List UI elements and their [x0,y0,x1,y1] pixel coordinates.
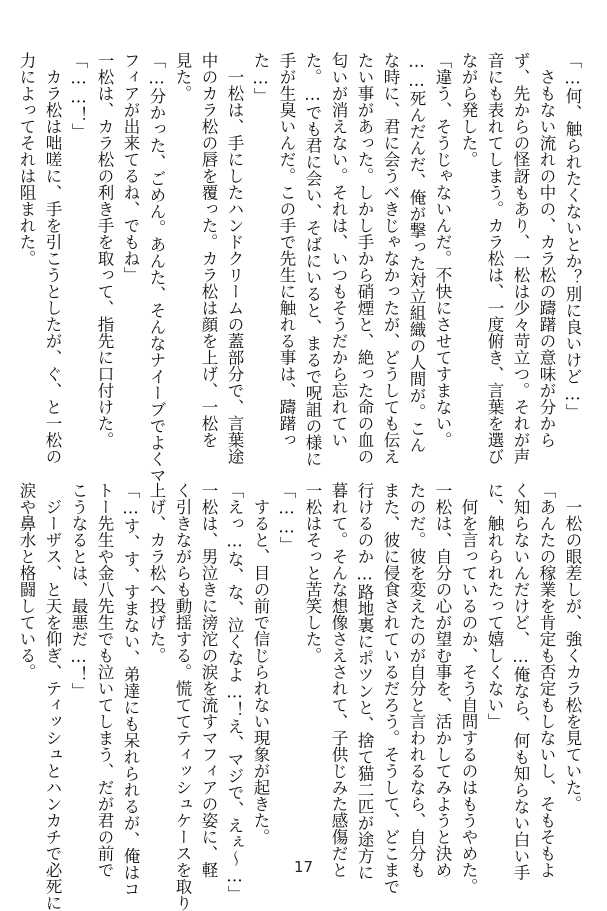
text-line: 一松は、手にしたハンドクリームの蓋部分で、言葉途 [225,52,244,465]
text-block-upper [17,52,585,484]
text-line: カラ松は咄嗟に、手を引こうとしたが、ぐ、と一松の [43,52,62,465]
text-line: た…」 [251,52,270,104]
text-line: たのだ。彼を変えたのが自分と言われるなら、自分も [407,482,426,878]
text-line: ……死んだんだ、俺が撃った対立組織の人間が。こん [407,52,426,453]
text-line: 涙や鼻水と格闘している。 [17,482,36,680]
text-line: フィアが出来てるね、でもね」 [121,52,140,283]
text-line: また、彼に侵食されているだろう。そうして、どこまで [381,482,400,895]
text-line: 「えっ…な、な、泣くなよ…！え、マジで、えぇ〜…」 [225,482,244,902]
text-line: 一松は、男泣きに滂沱の涙を流すマフィアの姿に、軽 [199,482,218,878]
text-line: た。…でも君に会い、そばにいると、まるで呪詛の様に [303,52,322,467]
text-line: 「…何、触られたくないとか？別に良いけど…」 [563,52,582,420]
text-line: 「……」 [277,482,296,553]
text-line: 何を言っているのか、そう自問するのはもうやめた。 [459,482,478,895]
text-line: 一松は、カラ松の利き手を取って、指先に口付けた。 [95,52,114,448]
text-line: さもない流れの中の、カラ松の躊躇の意味が分から [537,52,556,448]
text-line: 力によってそれは阻まれた。 [17,52,36,267]
page-number: 17 [293,858,314,876]
text-line: 行けるのか…路地裏にポツンと、捨て猫二匹が途方に [355,482,374,881]
text-line: 匂いが消えない。それは、いつもそうだから忘れてい [329,52,348,448]
text-line: 音にも表れてしまう。カラ松は、一度俯き、言葉を選び [485,52,504,465]
text-line: 「違う、そうじゃないんだ。不快にさせてすまない。 [433,52,452,448]
text-line: 「…す、す、すまない、弟達にも呆れられるが、俺はコ [121,482,140,897]
text-line: たい事があった。しかし手から硝煙と、絶った命の血の [355,52,374,465]
text-line: 上げ、カラ松へ投げた。 [147,482,166,664]
text-line: な時に、君に会うべきじゃなかったが、どうしても伝え [381,52,400,465]
text-line: 一松はそっと苦笑した。 [303,482,322,664]
text-block-lower [17,482,585,911]
text-line: に、触れられたって嬉しくない」 [485,482,504,730]
text-line: 「……！」 [69,52,88,140]
text-line: 見た。 [173,52,192,102]
text-line: 中のカラ松の唇を覆った。カラ松は顔を上げ、一松を [199,52,218,448]
text-line: トー先生や金八先生でも泣いてしまう、だが君の前で [95,482,114,878]
text-line: ジーザス、と天を仰ぎ、ティッシュとハンカチで必死に [43,482,62,911]
text-line: 暮れて。そんな想像さえされて、子供じみた感傷だと [329,482,348,878]
text-line: すると、目の前で信じられない現象が起きた。 [251,482,270,845]
text-line: 一松は、自分の心が望む事を、活かしてみようと決め [433,482,452,878]
text-line: こうなるとは、最悪だ…！」 [69,482,88,699]
text-line: ながら発した。 [459,52,478,168]
text-line: 「…分かった、ごめん。あんた、そんなナイーブでよくマ [147,52,166,484]
text-line: 手が生臭いんだ。この手で先生に触れる事は、躊躇っ [277,52,296,448]
text-line: く引きながらも動揺する。慌ててティッシュケースを取り [173,482,192,911]
text-line: 「あんたの稼業を肯定も否定もしないし、そもそもよ [537,482,556,878]
text-line: 一松の眼差しが、強くカラ松を見ていた。 [563,482,582,812]
text-line: く知らないんだけど、…俺なら、何も知らない白い手 [511,482,530,881]
text-line: ず、先からの怪訝もあり、一松は少々苛立つ。それが声 [511,52,530,465]
